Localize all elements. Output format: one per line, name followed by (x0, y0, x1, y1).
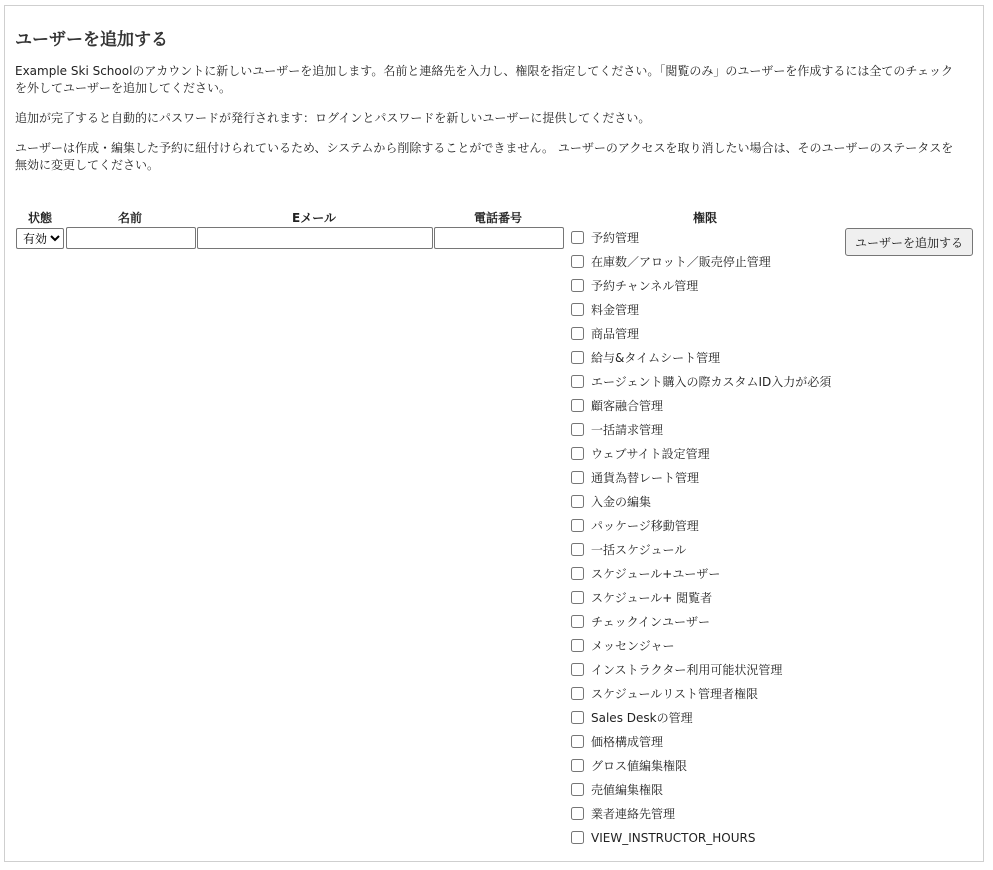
permission-checkbox[interactable] (571, 567, 584, 580)
permission-item[interactable] (571, 422, 831, 446)
permission-item[interactable] (571, 710, 831, 734)
permission-checkbox[interactable] (571, 375, 584, 388)
permission-item[interactable] (571, 686, 831, 710)
permission-label: 顧客融合管理 (591, 399, 664, 413)
status-header: 状態 (27, 211, 52, 225)
permission-checkbox[interactable] (571, 687, 584, 700)
permission-item[interactable] (571, 326, 831, 350)
permission-item[interactable] (571, 830, 831, 854)
permission-checkbox[interactable] (571, 711, 584, 724)
permission-checkbox[interactable] (571, 831, 584, 844)
permission-label: 在庫数／アロット／販売停止管理 (591, 255, 771, 269)
permission-item[interactable] (571, 542, 831, 566)
intro-paragraph: Example Ski Schoolのアカウントに新しいユーザーを追加します。名前と連絡先を入力し、権限を指定してください。「閲覧のみ」のユーザーを作成するには全てのチェックを外してユーザーを追加してください。 (15, 64, 953, 95)
permission-item[interactable] (571, 614, 831, 638)
permission-label: VIEW_INSTRUCTOR_HOURS (591, 831, 756, 845)
permission-label: チェックインユーザー (591, 615, 711, 629)
permission-label: スケジュール+ 閲覧者 (591, 591, 713, 605)
permission-checkbox[interactable] (571, 447, 584, 460)
permission-checkbox[interactable] (571, 231, 584, 244)
permission-label: 売値編集権限 (591, 783, 664, 797)
permission-item[interactable] (571, 806, 831, 830)
permission-label: スケジュール+ユーザー (591, 567, 721, 581)
phone-input[interactable] (434, 227, 564, 249)
permission-item[interactable] (571, 662, 831, 686)
permission-checkbox[interactable] (571, 399, 584, 412)
permission-checkbox[interactable] (571, 663, 584, 676)
permission-checkbox[interactable] (571, 519, 584, 532)
permission-label: 予約管理 (591, 231, 640, 245)
permission-label: Sales Deskの管理 (591, 711, 693, 725)
permission-label: エージェント購入の際カスタムID入力が必須 (591, 375, 832, 389)
permission-checkbox[interactable] (571, 303, 584, 316)
permission-label: 入金の編集 (591, 495, 652, 509)
status-select[interactable] (16, 228, 64, 249)
permission-item[interactable] (571, 518, 831, 542)
permission-label: 業者連絡先管理 (591, 807, 676, 821)
deletion-info-paragraph: ユーザーは作成・編集した予約に紐付けられているため、システムから削除することができません。 ユーザーのアクセスを取り消したい場合は、そのユーザーのステータスを無効に変更してください。 (15, 141, 954, 172)
permission-item[interactable] (571, 734, 831, 758)
permission-item[interactable] (571, 350, 831, 374)
permission-checkbox[interactable] (571, 807, 584, 820)
permission-label: ウェブサイト設定管理 (591, 447, 710, 461)
page-title: ユーザーを追加する (15, 30, 168, 50)
permission-item[interactable] (571, 398, 831, 422)
name-input[interactable] (66, 227, 196, 249)
permission-label: インストラクター利用可能状況管理 (591, 663, 783, 677)
phone-header: 電話番号 (473, 211, 522, 225)
permission-checkbox[interactable] (571, 591, 584, 604)
permission-label: メッセンジャー (591, 639, 675, 653)
permission-checkbox[interactable] (571, 327, 584, 340)
permission-checkbox[interactable] (571, 783, 584, 796)
permission-checkbox[interactable] (571, 255, 584, 268)
permission-label: 一括スケジュール (591, 543, 687, 557)
permission-label: 料金管理 (591, 303, 640, 317)
permission-item[interactable] (571, 302, 831, 326)
permission-item[interactable] (571, 638, 831, 662)
email-header: Eメール (292, 211, 336, 225)
permission-item[interactable] (571, 566, 831, 590)
permission-label: 給与&タイムシート管理 (591, 351, 721, 365)
permission-checkbox[interactable] (571, 495, 584, 508)
permission-label: 価格構成管理 (591, 735, 664, 749)
permission-label: 予約チャンネル管理 (591, 279, 699, 293)
permission-label: グロス値編集権限 (591, 759, 688, 773)
permission-checkbox[interactable] (571, 735, 584, 748)
permission-checkbox[interactable] (571, 351, 584, 364)
permission-label: 一括請求管理 (591, 423, 664, 437)
permission-label: パッケージ移動管理 (591, 519, 699, 533)
permission-item[interactable] (571, 446, 831, 470)
add-user-panel (4, 5, 984, 862)
permission-item[interactable] (571, 590, 831, 614)
permission-item[interactable] (571, 254, 831, 278)
permissions-header: 権限 (692, 211, 717, 225)
permission-checkbox[interactable] (571, 543, 584, 556)
permission-label: 商品管理 (591, 327, 640, 341)
name-header: 名前 (117, 211, 142, 225)
permission-item[interactable] (571, 374, 831, 398)
permission-checkbox[interactable] (571, 639, 584, 652)
permission-checkbox[interactable] (571, 759, 584, 772)
add-user-button[interactable]: ユーザーを追加する (845, 228, 973, 256)
permissions-list (571, 230, 831, 854)
permission-item[interactable] (571, 494, 831, 518)
password-info-paragraph: 追加が完了すると自動的にパスワードが発行されます：ログインとパスワードを新しいユーザーに提供してください。 (15, 111, 651, 125)
permission-checkbox[interactable] (571, 279, 584, 292)
permission-item[interactable] (571, 278, 831, 302)
permission-item[interactable] (571, 230, 831, 254)
permission-label: スケジュールリスト管理者権限 (591, 687, 759, 701)
permission-checkbox[interactable] (571, 423, 584, 436)
email-input[interactable] (197, 227, 433, 249)
permission-checkbox[interactable] (571, 615, 584, 628)
permission-item[interactable] (571, 782, 831, 806)
permission-checkbox[interactable] (571, 471, 584, 484)
permission-item[interactable] (571, 758, 831, 782)
permission-item[interactable] (571, 470, 831, 494)
permission-label: 通貨為替レート管理 (591, 471, 700, 485)
